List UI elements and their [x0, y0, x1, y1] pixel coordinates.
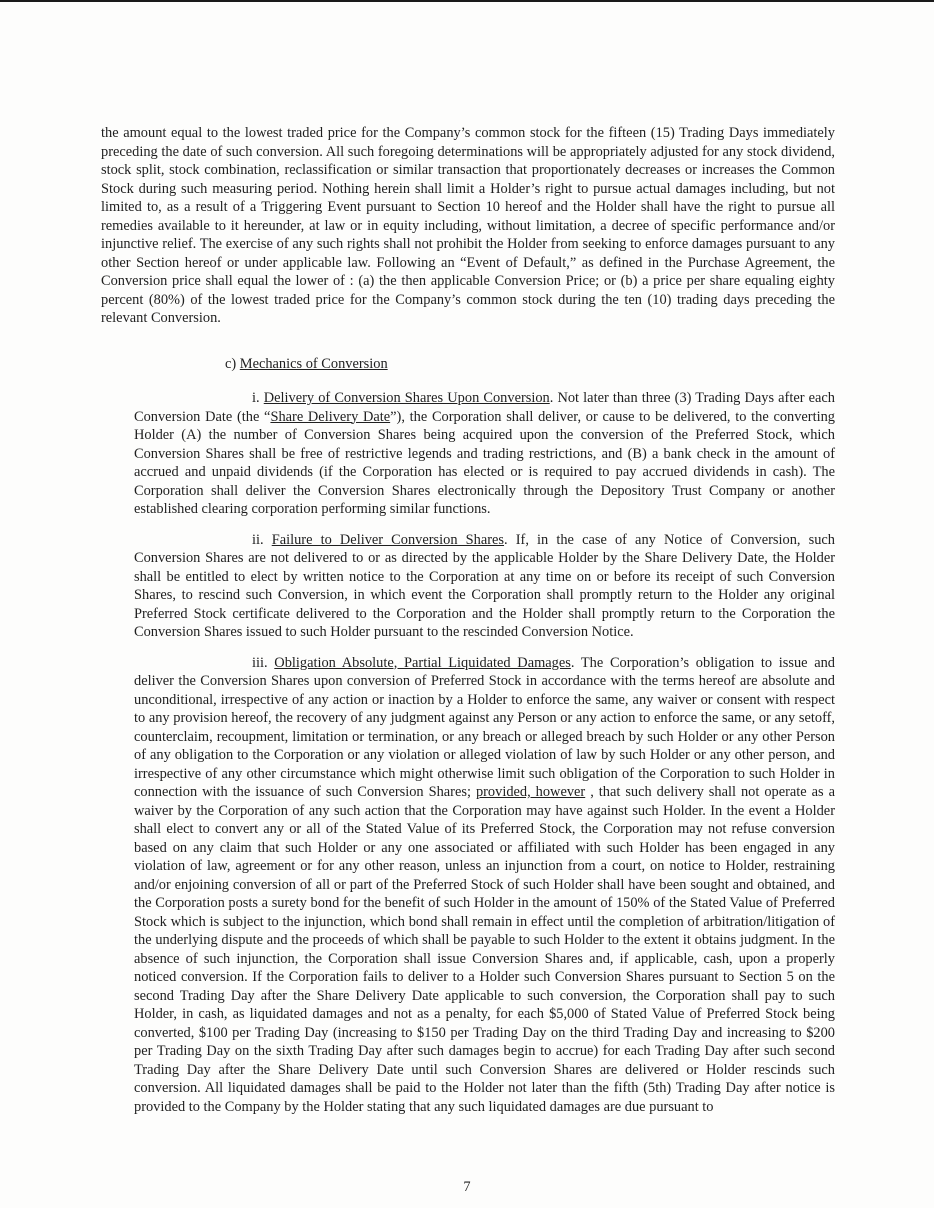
paragraph-conversion-price: the amount equal to the lowest traded price for the Company’s common stock for the fifteen (15) Trading Days immediately preceding the date of such conversion. All such foregoing determinations will be appropriately adjusted for any stock dividend, stock split, stock combination, reclassification or similar transaction that proportionately decreases or increases the Common Stock during such measuring period. Nothing herein shall limit a Holder’s right to pursue actual damages including, but not limited to, as a result of a Triggering Event pursuant to Section 10 hereof and the Holder shall have the right to pursue all remedies available to it hereunder, at law or in equity including, without limitation, a decree of specific performance and/or injunctive relief. The exercise of any such rights shall not prohibit the Holder from seeking to enforce damages pursuant to any other Section hereof or under applicable law. Following an “Event of Default,” as defined in the Purchase Agreement, the Conversion price shall equal the lower of : (a) the then applicable Conversion Price; or (b) a price per share equaling eighty percent (80%) of the lowest traded price for the Company’s common stock during the ten (10) trading days preceding the relevant Conversion.	[101, 125, 835, 326]
subparagraph-i-number: i.	[252, 390, 264, 406]
subparagraph-ii-title: Failure to Deliver Conversion Shares	[271, 531, 505, 548]
share-delivery-date-defined-term: Share Delivery Date	[270, 408, 391, 425]
subparagraph-iii-title: Obligation Absolute, Partial Liquidated Damages	[274, 654, 571, 671]
subparagraph-i-delivery-of-conversion-shares	[134, 389, 835, 519]
subparagraph-i-body-1: . Not later than three (3) Trading Days after each Conversion Date (the “	[134, 390, 836, 425]
heading-title: Mechanics of Conversion	[239, 355, 388, 372]
subparagraph-ii-failure-to-deliver	[134, 531, 835, 642]
page-number: 7	[463, 1179, 471, 1195]
heading-prefix: c)	[225, 355, 240, 372]
page-content	[101, 124, 835, 1128]
section-heading-mechanics-of-conversion	[225, 355, 835, 374]
subparagraph-iii-number: iii.	[252, 654, 275, 671]
subparagraph-i-body-2: ”), the Corporation shall deliver, or cause to be delivered, to the converting Holder (A) the number of Conversion Shares being acquired upon the conversion of the Preferred Stock, which Conversion Shares shall be free of restrictive legends and trading restrictions, and (B) a bank check in the amount of accrued and unpaid dividends (if the Corporation has elected or is required to pay accrued dividends in cash). The Corporation shall deliver the Conversion Shares electronically through the Depository Trust Company or another established clearing corporation performing similar functions.	[134, 408, 835, 517]
subparagraph-iii-body-2: , that such delivery shall not operate as a waiver by the Corporation of any such action that the Corporation may have against such Holder. In the event a Holder shall elect to convert any or all of the Stated Value of its Preferred Stock, the Corporation may not refuse conversion based on any claim that such Holder or any one associated or affiliated with such Holder has been engaged in any violation of law, agreement or for any other reason, unless an injunction from a court, on notice to Holder, restraining and/or enjoining conversion of all or part of the Preferred Stock of such Holder shall have been sought and obtained, and the Corporation posts a surety bond for the benefit of such Holder in the amount of 150% of the Stated Value of Preferred Stock which is subject to the injunction, which bond shall remain in effect until the completion of arbitration/litigation of the underlying dispute and the proceeds of which shall be payable to such Holder to the extent it obtains judgment. In the absence of such injunction, the Corporation shall issue Conversion Shares and, if applicable, cash, upon a properly noticed conversion. If the Corporation fails to deliver to a Holder such Conversion Shares pursuant to Section 5 on the second Trading Day after the Share Delivery Date applicable to such conversion, the Corporation shall pay to such Holder, in cash, as liquidated damages and not as a penalty, for each $5,000 of Stated Value of Preferred Stock being converted, $100 per Trading Day (increasing to $150 per Trading Day on the third Trading Day and increasing to $200 per Trading Day on the sixth Trading Day after such damages begin to accrue) for each Trading Day after such second Trading Day after the Share Delivery Date until such Conversion Shares are delivered or Holder rescinds such conversion. All liquidated damages shall be paid to the Holder not later than the fifth (5th) Trading Day after notice is provided to the Company by the Holder stating that any such liquidated damages are due pursuant to	[134, 784, 835, 1115]
subparagraph-iii-body-1: . The Corporation’s obligation to issue and deliver the Conversion Shares upon conversion of Preferred Stock in accordance with the terms hereof are absolute and unconditional, irrespective of any action or inaction by a Holder to enforce the same, any waiver or consent with respect to any provision hereof, the recovery of any judgment against any Person or any action to enforce the same, or any setoff, counterclaim, recoupment, limitation or termination, or any breach or alleged breach by such Holder or any other Person of any obligation to the Corporation or any violation or alleged violation of law by such Holder or any other person, and irrespective of any other circumstance which might otherwise limit such obligation of the Corporation to such Holder in connection with the issuance of such Conversion Shares;	[134, 654, 835, 800]
provided-however-phrase: provided, however	[475, 784, 586, 800]
scan-edge-line	[0, 0, 934, 2]
subparagraph-iii-obligation-absolute	[134, 654, 835, 1117]
subparagraph-ii-number: ii.	[252, 531, 272, 548]
subparagraph-i-title: Delivery of Conversion Shares Upon Conversion	[263, 390, 550, 406]
subparagraph-ii-body: . If, in the case of any Notice of Conversion, such Conversion Shares are not delivered to or as directed by the applicable Holder by the Share Delivery Date, the Holder shall be entitled to elect by written notice to the Corporation at any time on or before its receipt of such Conversion Shares, to rescind such Conversion, in which event the Corporation shall promptly return to the Holder any original Preferred Stock certificate delivered to the Corporation and the Holder shall promptly return to the Corporation the Conversion Shares issued to such Holder pursuant to the rescinded Conversion Notice.	[134, 531, 835, 640]
